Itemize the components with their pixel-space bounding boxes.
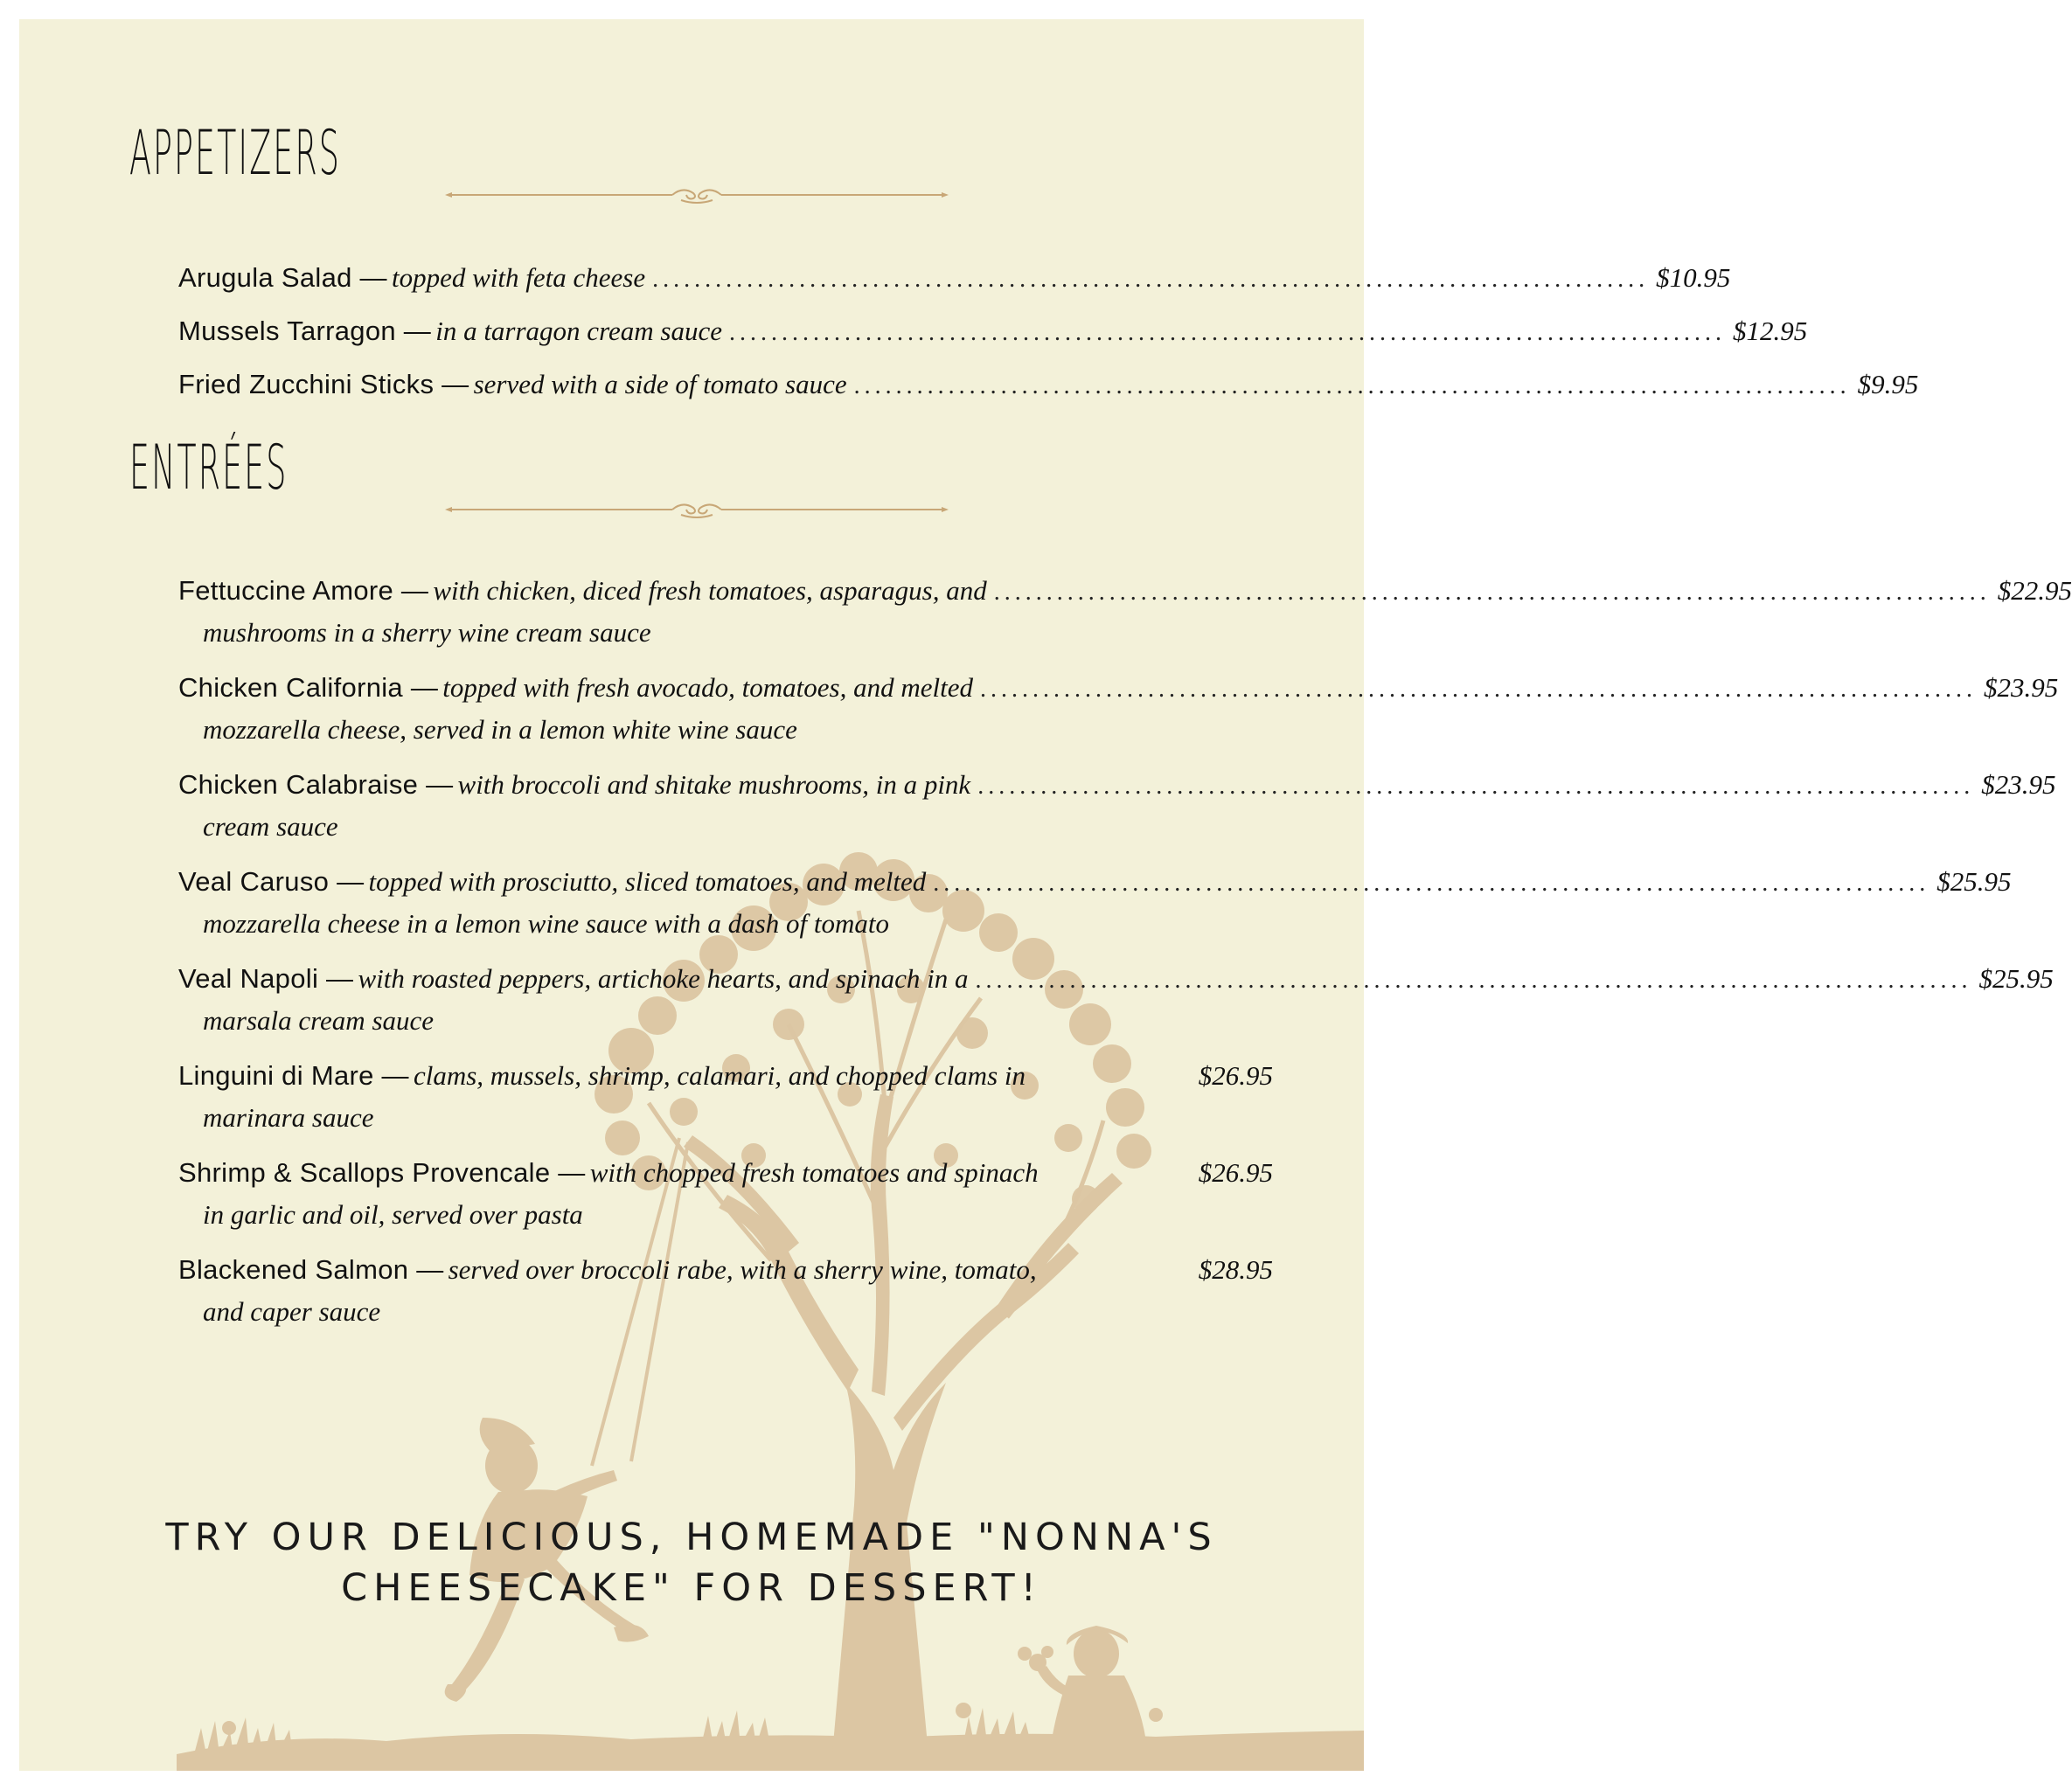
item-description-continued: mozzarella cheese, served in a lemon white wine sauce xyxy=(203,714,797,745)
menu-page xyxy=(19,19,2072,1771)
menu-item xyxy=(178,667,2059,764)
item-name: Mussels Tarragon — xyxy=(178,316,432,346)
item-name: Fried Zucchini Sticks — xyxy=(178,369,469,399)
promo-line-1: TRY OUR DELICIOUS, HOMEMADE "NONNA'S xyxy=(165,1516,1218,1559)
item-name: Blackened Salmon — xyxy=(178,1254,444,1285)
menu-item xyxy=(178,257,1731,310)
item-description: with roasted peppers, artichoke hearts, and spinach in a xyxy=(358,963,969,994)
dot-leader: ............................................................................................... xyxy=(979,676,1977,703)
menu-item xyxy=(178,1055,1273,1152)
item-description: with chicken, diced fresh tomatoes, asparagus, and xyxy=(433,575,987,606)
menu-item xyxy=(178,764,2056,861)
dot-leader: ............................................................................................... xyxy=(933,870,1930,897)
item-description-continued: marsala cream sauce xyxy=(203,1005,435,1036)
item-price: $22.95 xyxy=(1997,575,2072,606)
item-price: $23.95 xyxy=(1981,769,2056,800)
appetizers-heading: APPETIZERS xyxy=(129,117,341,189)
item-price: $9.95 xyxy=(1857,369,1919,399)
item-description-continued: mushrooms in a sherry wine cream sauce xyxy=(203,617,651,648)
item-description: topped with prosciutto, sliced tomatoes, and melted xyxy=(368,866,927,897)
item-description-continued: marinara sauce xyxy=(203,1102,374,1133)
item-description-continued: and caper sauce xyxy=(203,1296,381,1327)
item-description: with broccoli and shitake mushrooms, in a pink xyxy=(457,769,971,800)
item-name: Veal Caruso — xyxy=(178,866,365,897)
entrees-heading: ENTRÉES xyxy=(129,432,289,503)
menu-item xyxy=(178,1249,1273,1346)
item-price: $25.95 xyxy=(1978,963,2054,994)
item-name: Chicken Calabraise — xyxy=(178,769,454,800)
item-description: served over broccoli rabe, with a sherry wine, tomato, xyxy=(448,1254,1037,1285)
menu-item xyxy=(178,1152,1273,1249)
item-description: served with a side of tomato sauce xyxy=(473,369,847,399)
item-price: $28.95 xyxy=(1198,1254,1273,1285)
ornament-divider-icon xyxy=(445,499,949,520)
menu-item xyxy=(178,364,1919,417)
menu-item xyxy=(178,861,2012,958)
appetizers-list xyxy=(178,257,1919,417)
item-name: Chicken California — xyxy=(178,672,439,703)
dot-leader: ............................................................................................... xyxy=(975,967,1972,994)
item-name: Shrimp & Scallops Provencale — xyxy=(178,1157,586,1188)
menu-item xyxy=(178,958,2054,1055)
item-description: topped with feta cheese xyxy=(391,262,646,293)
item-description-continued: in garlic and oil, served over pasta xyxy=(203,1199,583,1230)
ornament-divider-icon xyxy=(445,184,949,205)
item-description: in a tarragon cream sauce xyxy=(435,316,722,346)
item-price: $26.95 xyxy=(1198,1060,1273,1091)
menu-item xyxy=(178,570,2072,667)
item-name: Linguini di Mare — xyxy=(178,1060,409,1091)
item-description-continued: mozzarella cheese in a lemon wine sauce with a dash of tomato xyxy=(203,908,889,939)
item-price: $23.95 xyxy=(1983,672,2059,703)
dot-leader: ............................................................................................... xyxy=(652,266,1650,293)
item-price: $12.95 xyxy=(1732,316,1808,346)
dot-leader: ............................................................................................... xyxy=(728,319,1726,346)
item-description: topped with fresh avocado, tomatoes, and melted xyxy=(442,672,973,703)
item-name: Veal Napoli — xyxy=(178,963,354,994)
item-price: $26.95 xyxy=(1198,1157,1273,1188)
dot-leader: ............................................................................................... xyxy=(977,773,1975,800)
dot-leader: ............................................................................................... xyxy=(993,579,1991,606)
item-name: Arugula Salad — xyxy=(178,262,387,293)
item-description: with chopped fresh tomatoes and spinach xyxy=(589,1157,1039,1188)
entrees-list xyxy=(178,570,2072,1346)
menu-item xyxy=(178,310,1808,364)
item-price: $25.95 xyxy=(1936,866,2012,897)
item-description-continued: cream sauce xyxy=(203,811,338,842)
item-description: clams, mussels, shrimp, calamari, and chopped clams in xyxy=(413,1060,1026,1091)
dessert-promo xyxy=(19,1512,1364,1613)
promo-line-2: CHEESECAKE" FOR DESSERT! xyxy=(341,1566,1042,1610)
dot-leader: ............................................................................................... xyxy=(853,372,1851,399)
item-price: $10.95 xyxy=(1656,262,1731,293)
item-name: Fettuccine Amore — xyxy=(178,575,429,606)
